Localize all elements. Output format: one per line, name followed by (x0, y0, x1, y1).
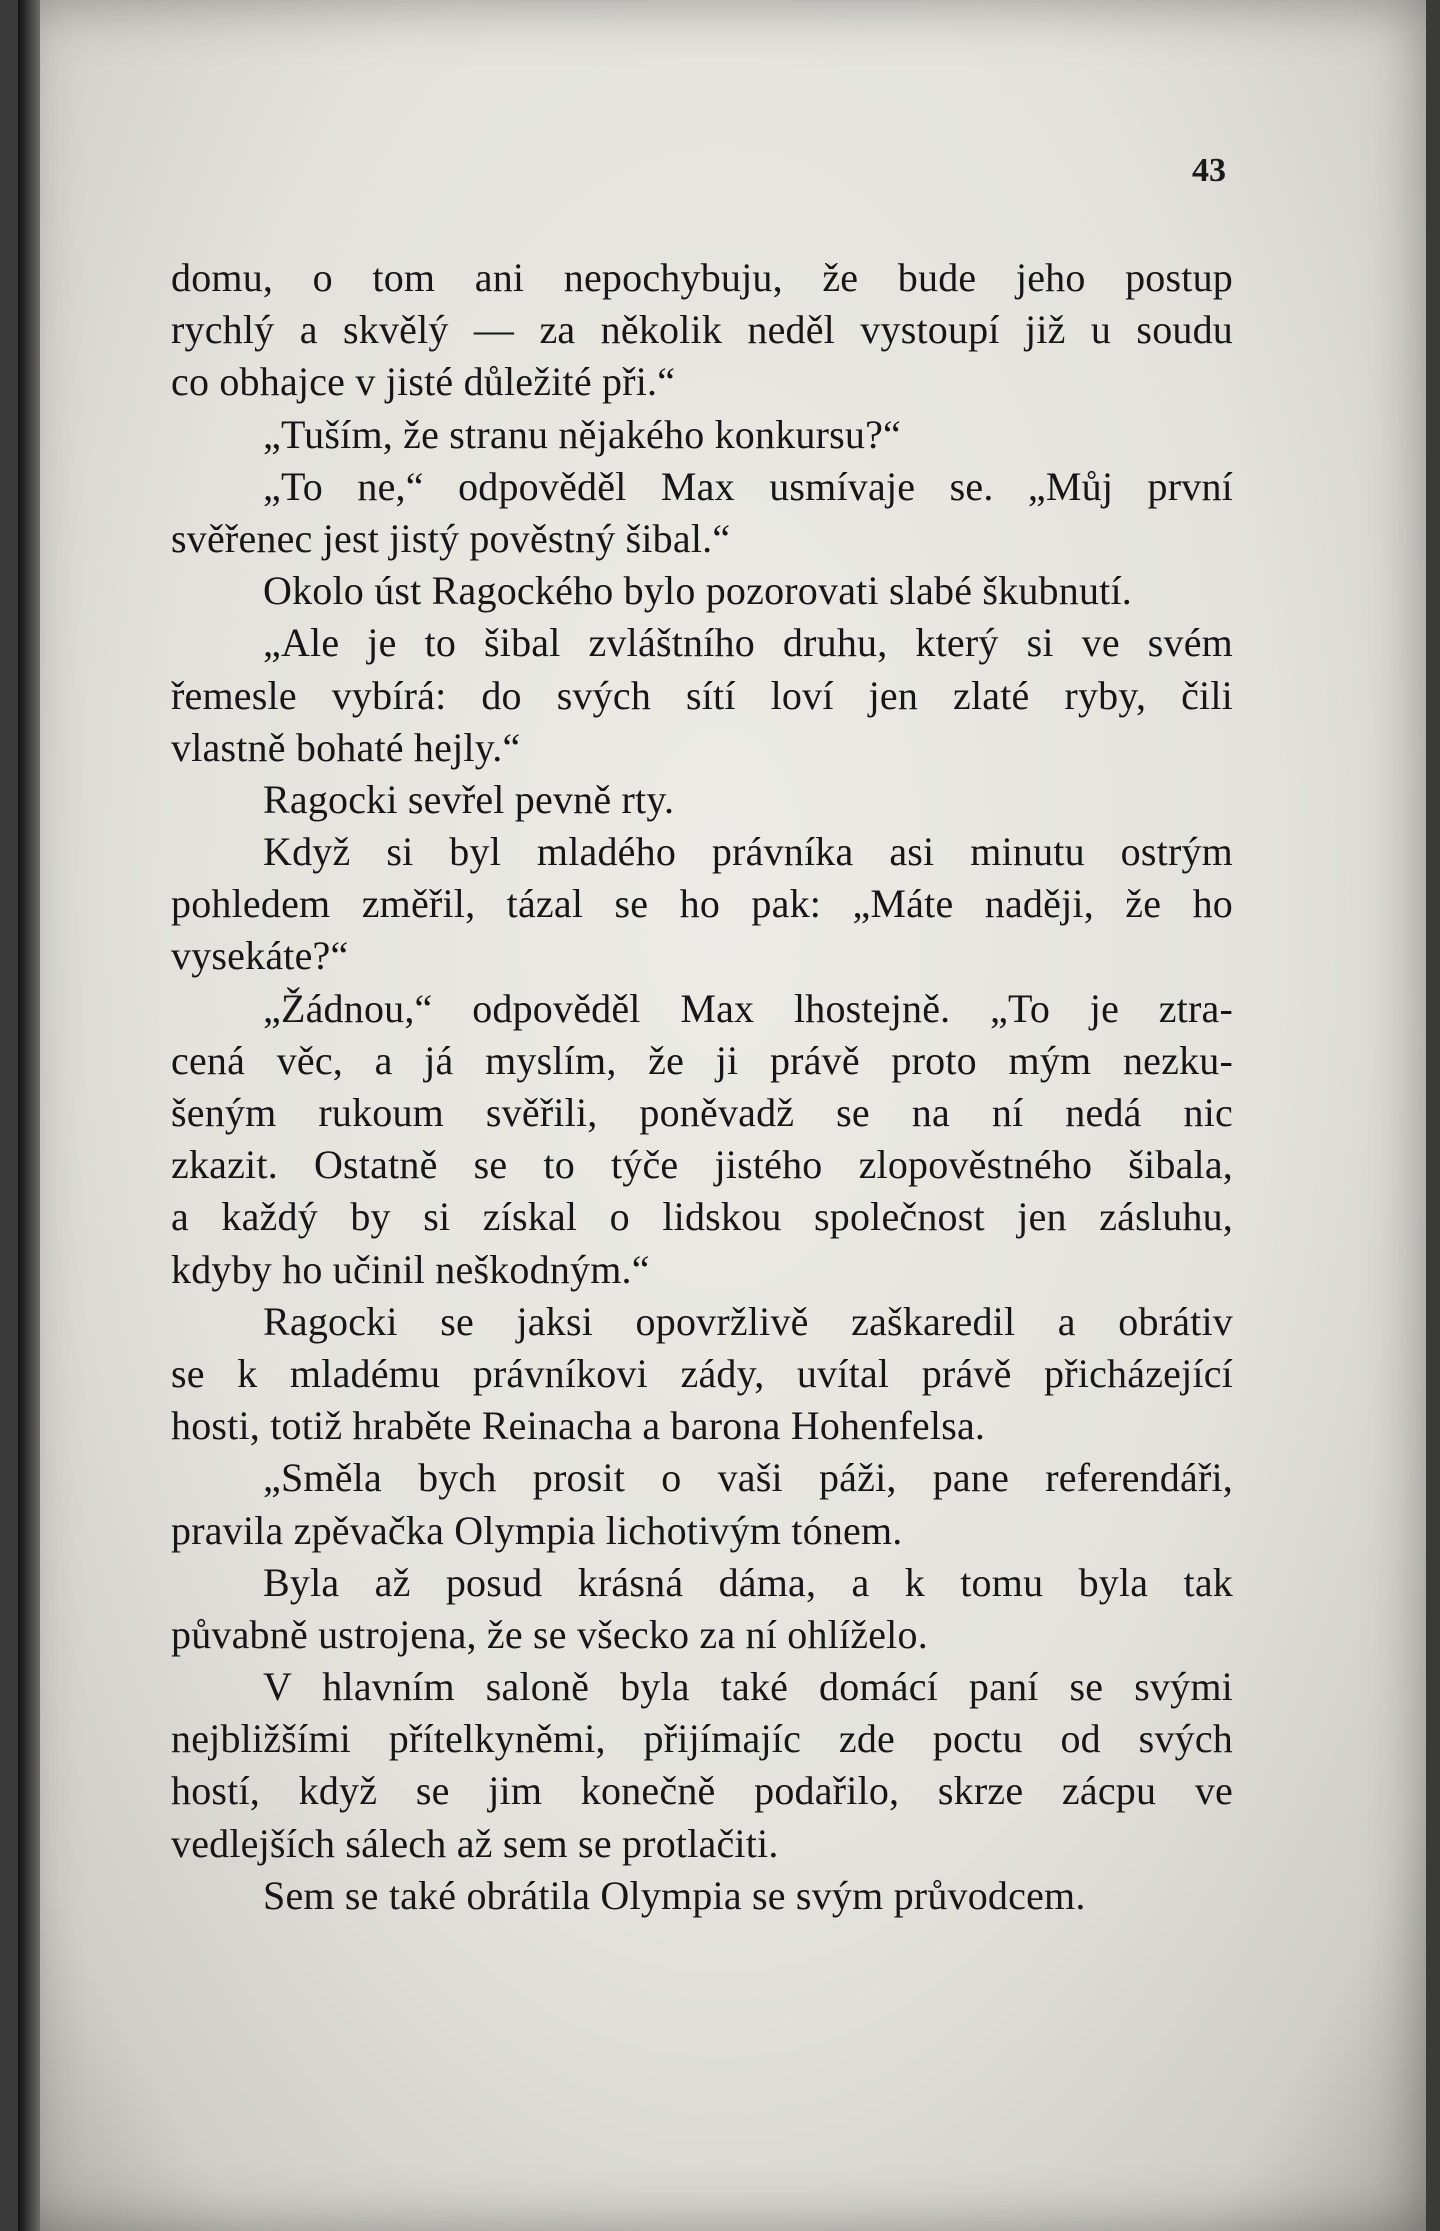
text-line: „Tuším, že stranu nějakého konkursu?“ (263, 411, 902, 457)
text-line: šeným rukoum svěřili, poněvadž se na ní nedá nic (171, 1090, 1233, 1135)
text-line: řemesle vybírá: do svých sítí loví jen zlaté ryby, čili (171, 672, 1233, 718)
text-line: pohledem změřil, tázal se ho pak: „Máte naději, že ho (171, 881, 1233, 927)
body-text (171, 252, 1233, 1922)
page-number: 43 (1192, 152, 1226, 189)
text-line: vlastně bohaté hejly.“ (171, 724, 521, 770)
text-line: V hlavním saloně byla také domácí paní se svými (263, 1664, 1233, 1710)
text-line: vysekáte?“ (171, 933, 349, 979)
text-line: co obhajce v jisté důležité při.“ (171, 359, 676, 405)
text-line: vedlejších sálech až sem se protlačiti. (171, 1820, 779, 1866)
text-line: a každý by si získal o lidskou společnost jen zásluhu, (171, 1194, 1233, 1240)
text-line: zkazit. Ostatně se to týče jistého zlopověstného šibala, (171, 1142, 1233, 1188)
text-line: hosti, totiž hraběte Reinacha a barona Hohenfelsa. (171, 1403, 986, 1449)
text-line: cená věc, a já myslím, že ji právě proto mým nezku- (171, 1037, 1233, 1083)
text-line: Když si byl mladého právníka asi minutu ostrým (263, 829, 1233, 875)
text-line: půvabně ustrojena, že se všecko za ní ohlíželo. (171, 1611, 928, 1657)
text-line: „Ale je to šibal zvláštního druhu, který si ve svém (263, 620, 1233, 666)
text-line: nejbližšími přítelkyněmi, přijímajíc zde poctu od svých (171, 1716, 1233, 1762)
text-line: „Směla bych prosit o vaši páži, pane referendáři, (263, 1455, 1233, 1501)
page-gutter-edge (18, 0, 40, 2231)
text-line: hostí, když se jim konečně podařilo, skrze zácpu ve (171, 1768, 1233, 1814)
text-line: pravila zpěvačka Olympia lichotivým tónem. (171, 1507, 903, 1553)
text-line: rychlý a skvělý — za několik neděl vystoupí již u soudu (171, 307, 1233, 353)
text-line: se k mladému právníkovi zády, uvítal právě přicházející (171, 1350, 1233, 1396)
text-line: „To ne,“ odpověděl Max usmívaje se. „Můj první (263, 463, 1233, 509)
text-line: „Žádnou,“ odpověděl Max lhostejně. „To je ztra- (263, 985, 1233, 1031)
text-line: Byla až posud krásná dáma, a k tomu byla tak (263, 1559, 1233, 1605)
text-line: Ragocki se jaksi opovržlivě zaškaredil a obrátiv (263, 1298, 1233, 1344)
text-line: Sem se také obrátila Olympia se svým průvodcem. (263, 1872, 1086, 1918)
text-line: Okolo úst Ragockého bylo pozorovati slabé škubnutí. (263, 568, 1132, 614)
book-page (18, 0, 1426, 2231)
text-line: svěřenec jest jistý pověstný šibal.“ (171, 515, 731, 561)
text-line: kdyby ho učinil neškodným.“ (171, 1246, 650, 1292)
text-line: Ragocki sevřel pevně rty. (263, 776, 675, 822)
text-line: domu, o tom ani nepochybuju, že bude jeho postup (171, 255, 1233, 300)
